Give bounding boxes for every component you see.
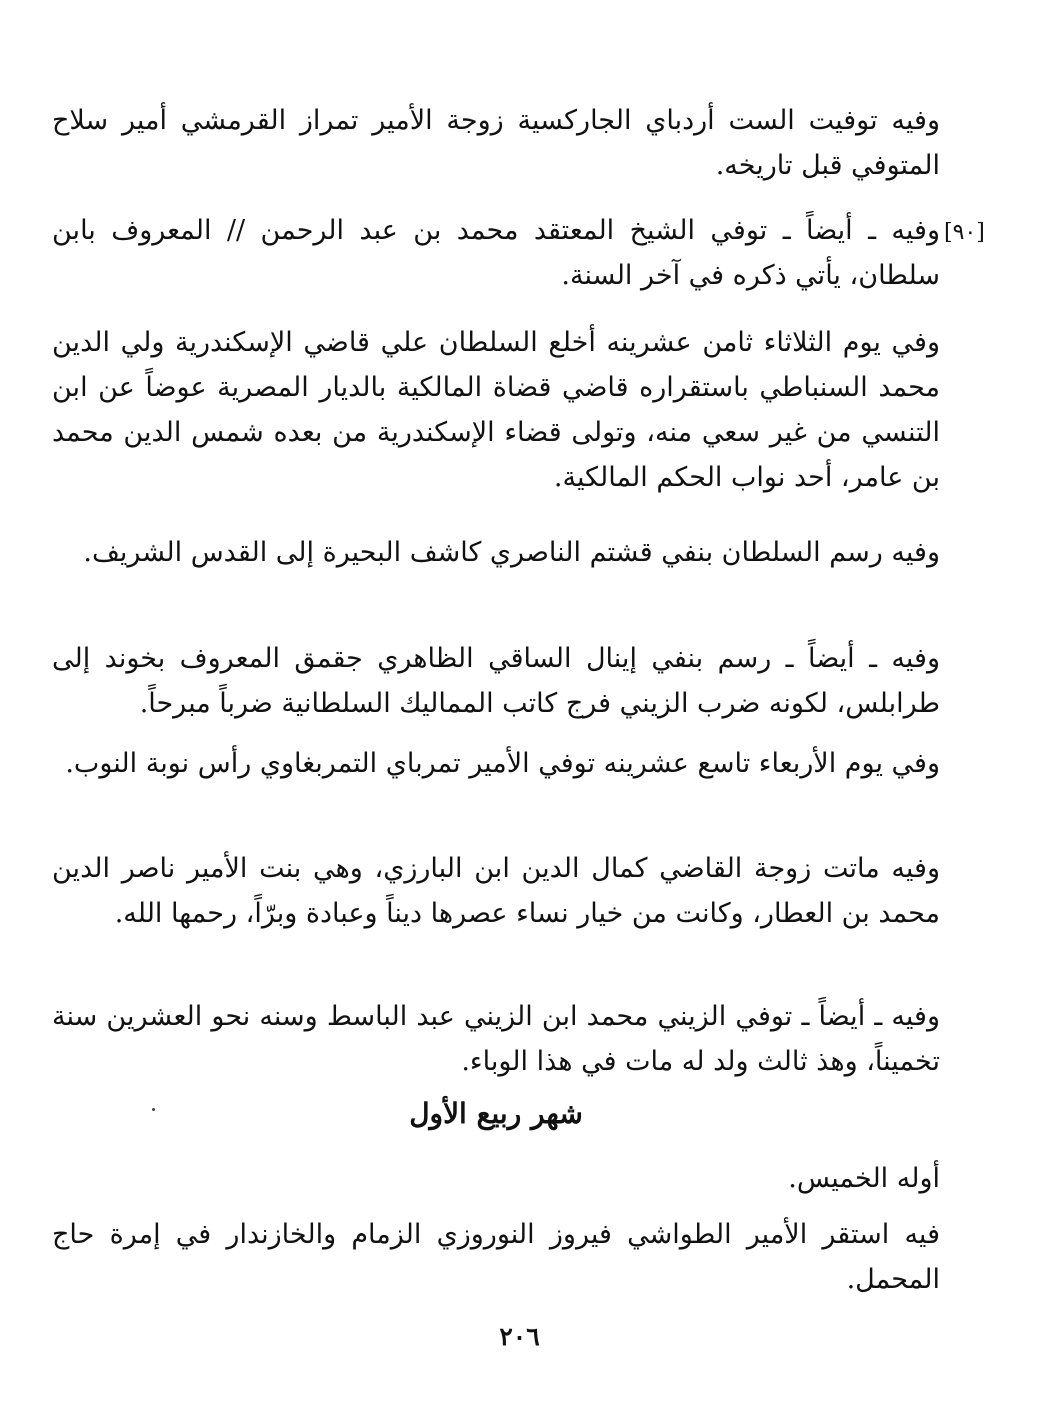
paragraph-2: وفيه ـ أيضاً ـ توفي الشيخ المعتقد محمد بن عبد الرحمن // المعروف بابن سلطان، يأتي ذكره في آخر السنة. (52, 215, 940, 291)
section-heading: شهر ربيع الأول (409, 1097, 583, 1130)
margin-note: [٩٠] (944, 220, 985, 245)
paragraph-8: وفيه ـ أيضاً ـ توفي الزيني محمد ابن الزيني عبد الباسط وسنه نحو العشرين سنة تخميناً، وهذ ثالث ولد له مات في هذا الوباء. (52, 1001, 940, 1077)
page-number: ٢٠٦ (499, 1322, 540, 1351)
paragraph-7: وفيه ماتت زوجة القاضي كمال الدين ابن البارزي، وهي بنت الأمير ناصر الدين محمد بن العطار، وكانت من خيار نساء عصرها ديناً وعبادة وبرّاً، رحمها الله. (52, 853, 940, 929)
paragraph-1: وفيه توفيت الست أردباي الجاركسية زوجة الأمير تمراز القرمشي أمير سلاح المتوفي قبل تاريخه. (52, 105, 940, 181)
paragraph-3: وفي يوم الثلاثاء ثامن عشرينه أخلع السلطان علي قاضي الإسكندرية ولي الدين محمد السنباطي باستقراره قاضي قضاة المالكية بالديار المصرية عوضاً عن ابن التنسي من غير سعي منه، وتولى قضاء الإسكندرية من بعده شمس الدين محمد بن عامر، أحد نواب الحكم المالكية. (52, 327, 940, 493)
paragraph-5: وفيه ـ أيضاً ـ رسم بنفي إينال الساقي الظاهري جقمق المعروف بخوند إلى طرابلس، لكونه ضرب الزيني فرج كاتب المماليك السلطانية ضرباً مبرحاً. (52, 643, 940, 719)
paragraph-10: فيه استقر الأمير الطواشي فيروز النوروزي الزمام والخازندار في إمرة حاج المحمل. (52, 1219, 940, 1295)
paragraph-4: وفيه رسم السلطان بنفي قشتم الناصري كاشف البحيرة إلى القدس الشريف. (83, 537, 940, 568)
paragraph-6: وفي يوم الأربعاء تاسع عشرينه توفي الأمير تمرباي التمربغاوي رأس نوبة النوب. (65, 748, 940, 779)
paragraph-9: أوله الخميس. (788, 1163, 940, 1194)
